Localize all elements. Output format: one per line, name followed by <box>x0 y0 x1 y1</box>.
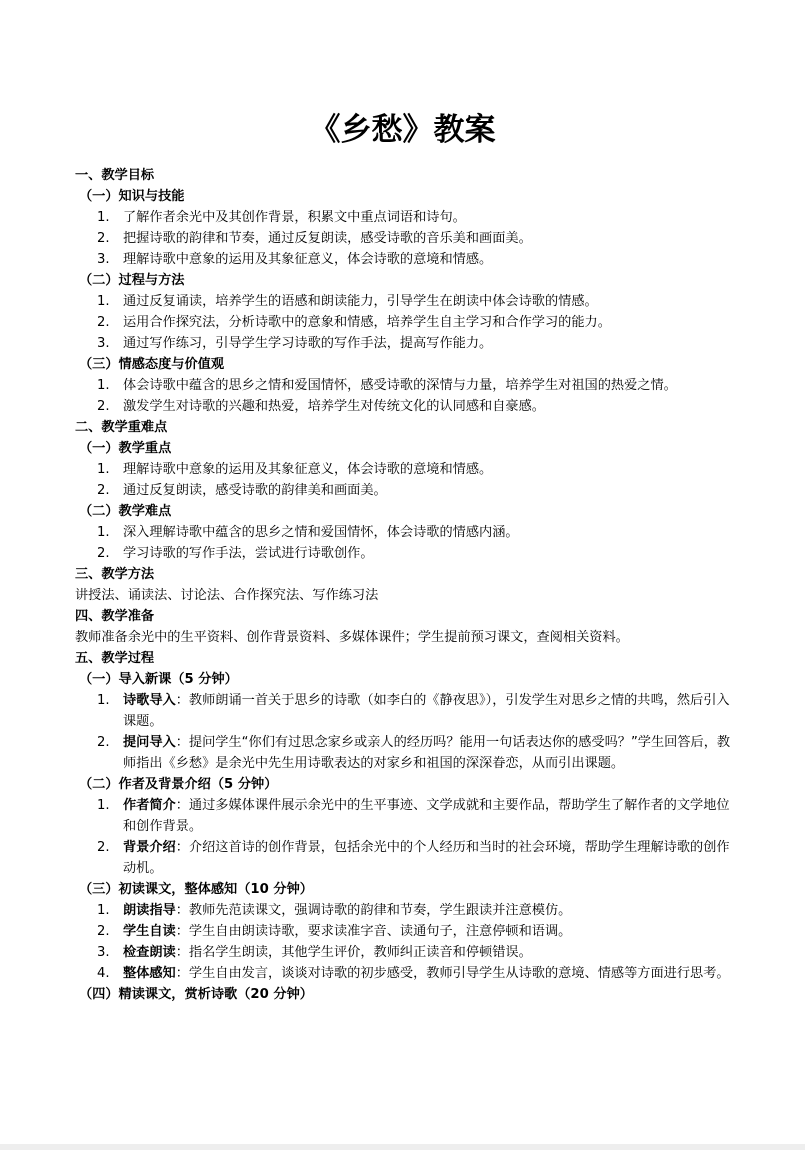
section-heading: 五、教学过程 <box>75 651 155 666</box>
section-heading: 三、教学方法 <box>75 567 155 582</box>
subsection-heading: （二）教学难点 <box>79 504 172 519</box>
list-item: 2. 背景介绍：介绍这首诗的创作背景，包括余光中的个人经历和当时的社会环境，帮助学生理解诗歌的创作动机。 <box>97 840 730 876</box>
list-item: 3. 通过写作练习，引导学生学习诗歌的写作手法，提高写作能力。 <box>97 336 493 351</box>
ordered-list <box>75 459 735 501</box>
subsection-heading: （四）精读课文，赏析诗歌（20 分钟） <box>79 987 313 1002</box>
document-body <box>75 165 735 1005</box>
paragraph: 教师准备余光中的生平资料、创作背景资料、多媒体课件；学生提前预习课文，查阅相关资料。 <box>75 630 629 645</box>
section-heading: 一、教学目标 <box>75 168 155 183</box>
list-item: 1. 诗歌导入：教师朗诵一首关于思乡的诗歌（如李白的《静夜思》），引发学生对思乡之情的共鸣，然后引入课题。 <box>97 693 730 729</box>
list-item: 1. 作者简介：通过多媒体课件展示余光中的生平事迹、文学成就和主要作品，帮助学生了解作者的文学地位和创作背景。 <box>97 798 730 834</box>
list-item: 4. 整体感知：学生自由发言，谈谈对诗歌的初步感受，教师引导学生从诗歌的意境、情感等方面进行思考。 <box>97 966 730 981</box>
section-heading: 二、教学重难点 <box>75 420 168 435</box>
list-item: 1. 了解作者余光中及其创作背景，积累文中重点词语和诗句。 <box>97 210 466 225</box>
subsection-heading: （一）知识与技能 <box>79 189 185 204</box>
subsection-heading: （一）教学重点 <box>79 441 172 456</box>
list-item: 1. 理解诗歌中意象的运用及其象征意义，体会诗歌的意境和情感。 <box>97 462 493 477</box>
ordered-list <box>75 207 735 270</box>
list-item: 2. 提问导入：提问学生“你们有过思念家乡或亲人的经历吗？能用一句话表达你的感受吗？”学生回答后，教师指出《乡愁》是余光中先生用诗歌表达的对家乡和祖国的深深眷恋，从而引出课题。 <box>97 735 731 771</box>
list-item: 2. 学习诗歌的写作手法，尝试进行诗歌创作。 <box>97 546 374 561</box>
list-item: 1. 深入理解诗歌中蕴含的思乡之情和爱国情怀，体会诗歌的情感内涵。 <box>97 525 519 540</box>
list-item: 2. 激发学生对诗歌的兴趣和热爱，培养学生对传统文化的认同感和自豪感。 <box>97 399 545 414</box>
list-item: 3. 检查朗读：指名学生朗读，其他学生评价，教师纠正读音和停顿错误。 <box>97 945 532 960</box>
ordered-list <box>75 291 735 354</box>
paragraph: 讲授法、诵读法、讨论法、合作探究法、写作练习法 <box>75 588 379 603</box>
subsection-heading: （三）初读课文，整体感知（10 分钟） <box>79 882 313 897</box>
list-item: 2. 把握诗歌的韵律和节奏，通过反复朗读，感受诗歌的音乐美和画面美。 <box>97 231 532 246</box>
subsection-heading: （二）作者及背景介绍（5 分钟） <box>79 777 278 792</box>
subsection-heading: （二）过程与方法 <box>79 273 185 288</box>
list-item: 1. 体会诗歌中蕴含的思乡之情和爱国情怀，感受诗歌的深情与力量，培养学生对祖国的热爱之情。 <box>97 378 677 393</box>
ordered-list <box>75 795 735 879</box>
document-title: 《乡愁》教案 <box>309 112 496 148</box>
list-item: 1. 朗读指导：教师先范读课文，强调诗歌的韵律和节奏，学生跟读并注意模仿。 <box>97 903 572 918</box>
ordered-list <box>75 900 735 984</box>
list-item: 3. 理解诗歌中意象的运用及其象征意义，体会诗歌的意境和情感。 <box>97 252 493 267</box>
list-item: 1. 通过反复诵读，培养学生的语感和朗读能力，引导学生在朗读中体会诗歌的情感。 <box>97 294 598 309</box>
list-item: 2. 学生自读：学生自由朗读诗歌，要求读准字音、读通句子，注意停顿和语调。 <box>97 924 572 939</box>
subsection-heading: （三）情感态度与价值观 <box>79 357 225 372</box>
page-bottom-edge <box>0 1144 805 1150</box>
ordered-list <box>75 522 735 564</box>
ordered-list <box>75 375 735 417</box>
section-heading: 四、教学准备 <box>75 609 155 624</box>
list-item: 2. 通过反复朗读，感受诗歌的韵律美和画面美。 <box>97 483 387 498</box>
ordered-list <box>75 690 735 774</box>
list-item: 2. 运用合作探究法，分析诗歌中的意象和情感，培养学生自主学习和合作学习的能力。 <box>97 315 611 330</box>
subsection-heading: （一）导入新课（5 分钟） <box>79 672 238 687</box>
